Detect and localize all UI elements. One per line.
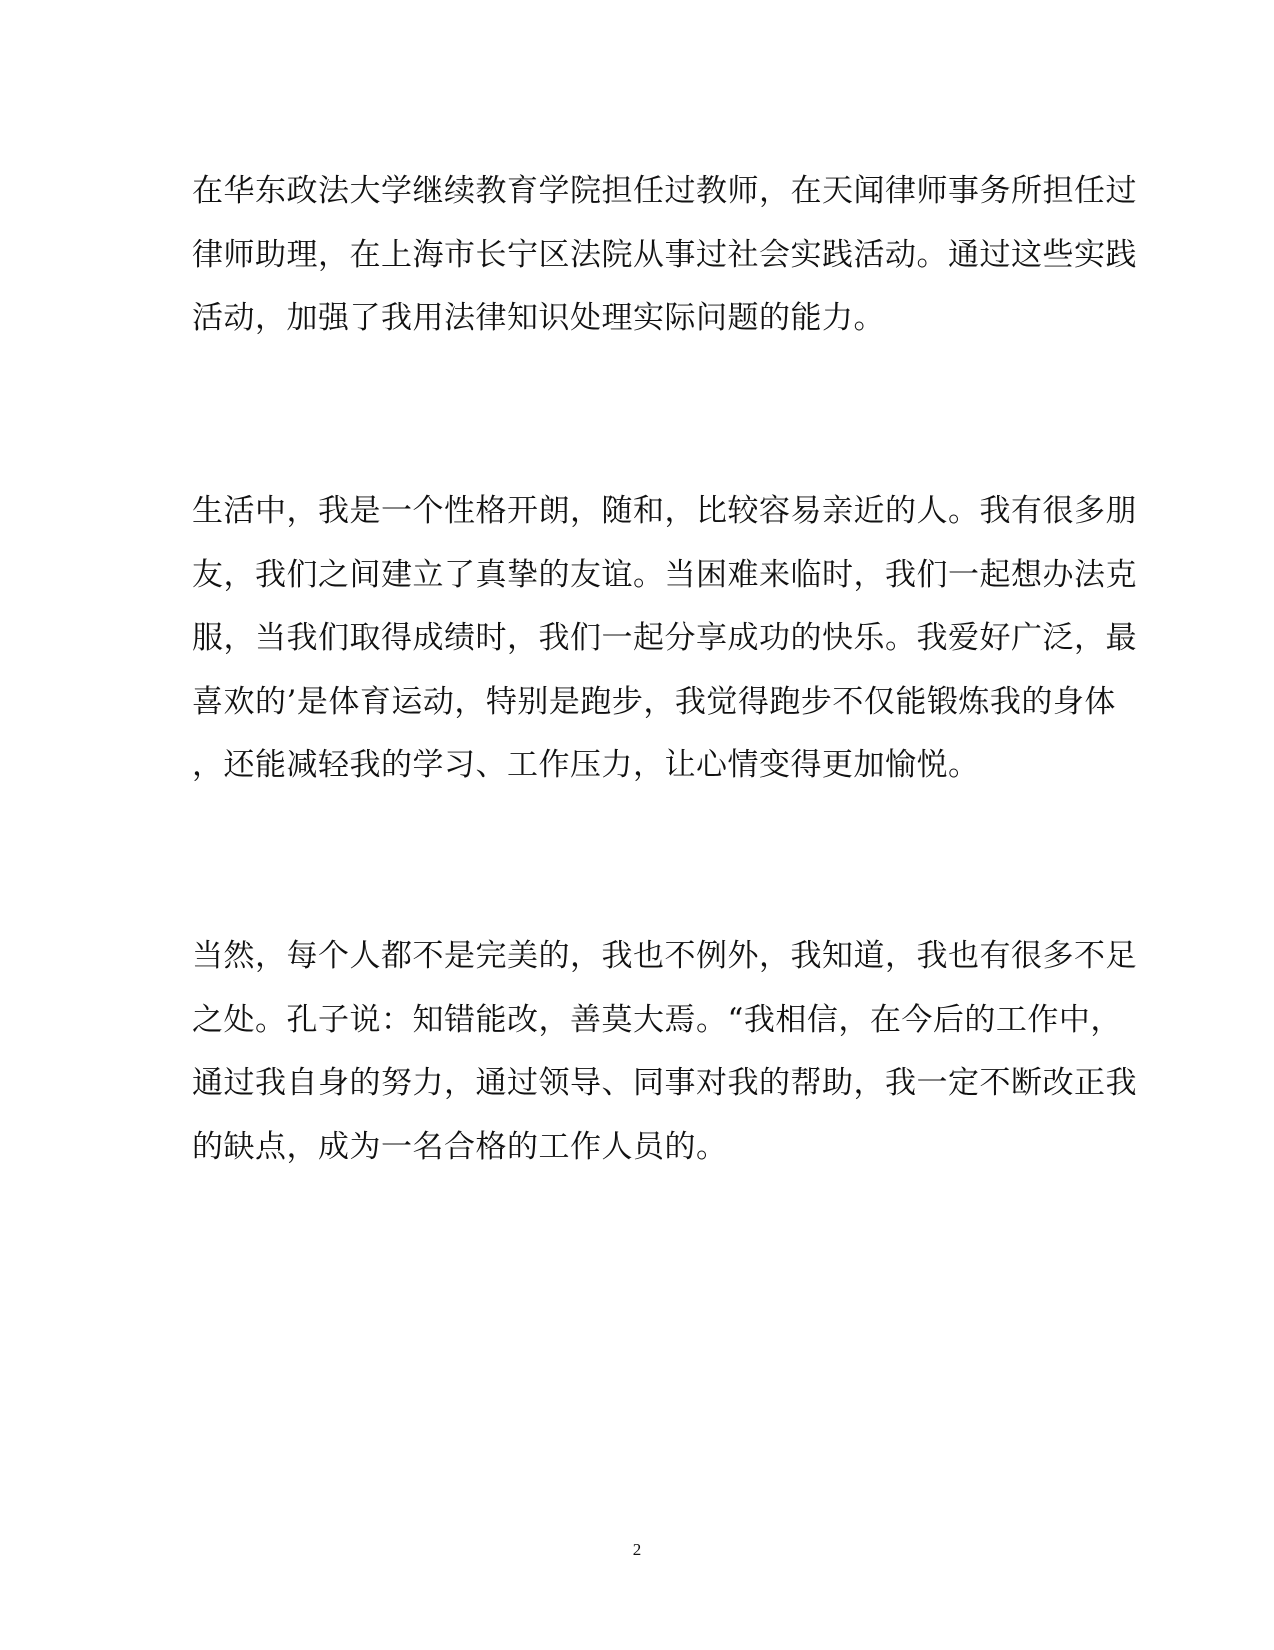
- text-line: 友，我们之间建立了真挚的友谊。当困难来临时，我们一起想办法克: [192, 556, 1137, 593]
- paragraph-personality: [192, 480, 1137, 798]
- text-line: 律师助理，在上海市长宁区法院从事过社会实践活动。通过这些实践: [192, 236, 1137, 273]
- text-line: 服，当我们取得成绩时，我们一起分享成功的快乐。我爱好广泛，最: [192, 620, 1137, 656]
- text-line: 的缺点，成为一名合格的工作人员的。: [192, 1128, 728, 1165]
- text-line: 生活中，我是一个性格开朗，随和，比较容易亲近的人。我有很多朋: [192, 493, 1137, 529]
- text-line: 当然，每个人都不是完美的，我也不例外，我知道，我也有很多不足: [192, 938, 1137, 974]
- text-line: ，还能减轻我的学习、工作压力，让心情变得更加愉悦。: [192, 747, 980, 783]
- text-line: 活动，加强了我用法律知识处理实际问题的能力。: [192, 300, 885, 336]
- text-line: 在华东政法大学继续教育学院担任过教师，在天闻律师事务所担任过: [192, 173, 1137, 209]
- page-number: 2: [632, 1540, 642, 1559]
- text-line: 喜欢的’是体育运动，特别是跑步，我觉得跑步不仅能锻炼我的身体: [192, 683, 1116, 720]
- paragraph-shortcomings: [192, 925, 1137, 1179]
- paragraph-work-experience: [192, 160, 1137, 351]
- text-line: 通过我自身的努力，通过领导、同事对我的帮助，我一定不断改正我: [192, 1065, 1137, 1101]
- text-line: 之处。孔子说：知错能改，善莫大焉。“我相信，在今后的工作中，: [192, 1001, 1122, 1038]
